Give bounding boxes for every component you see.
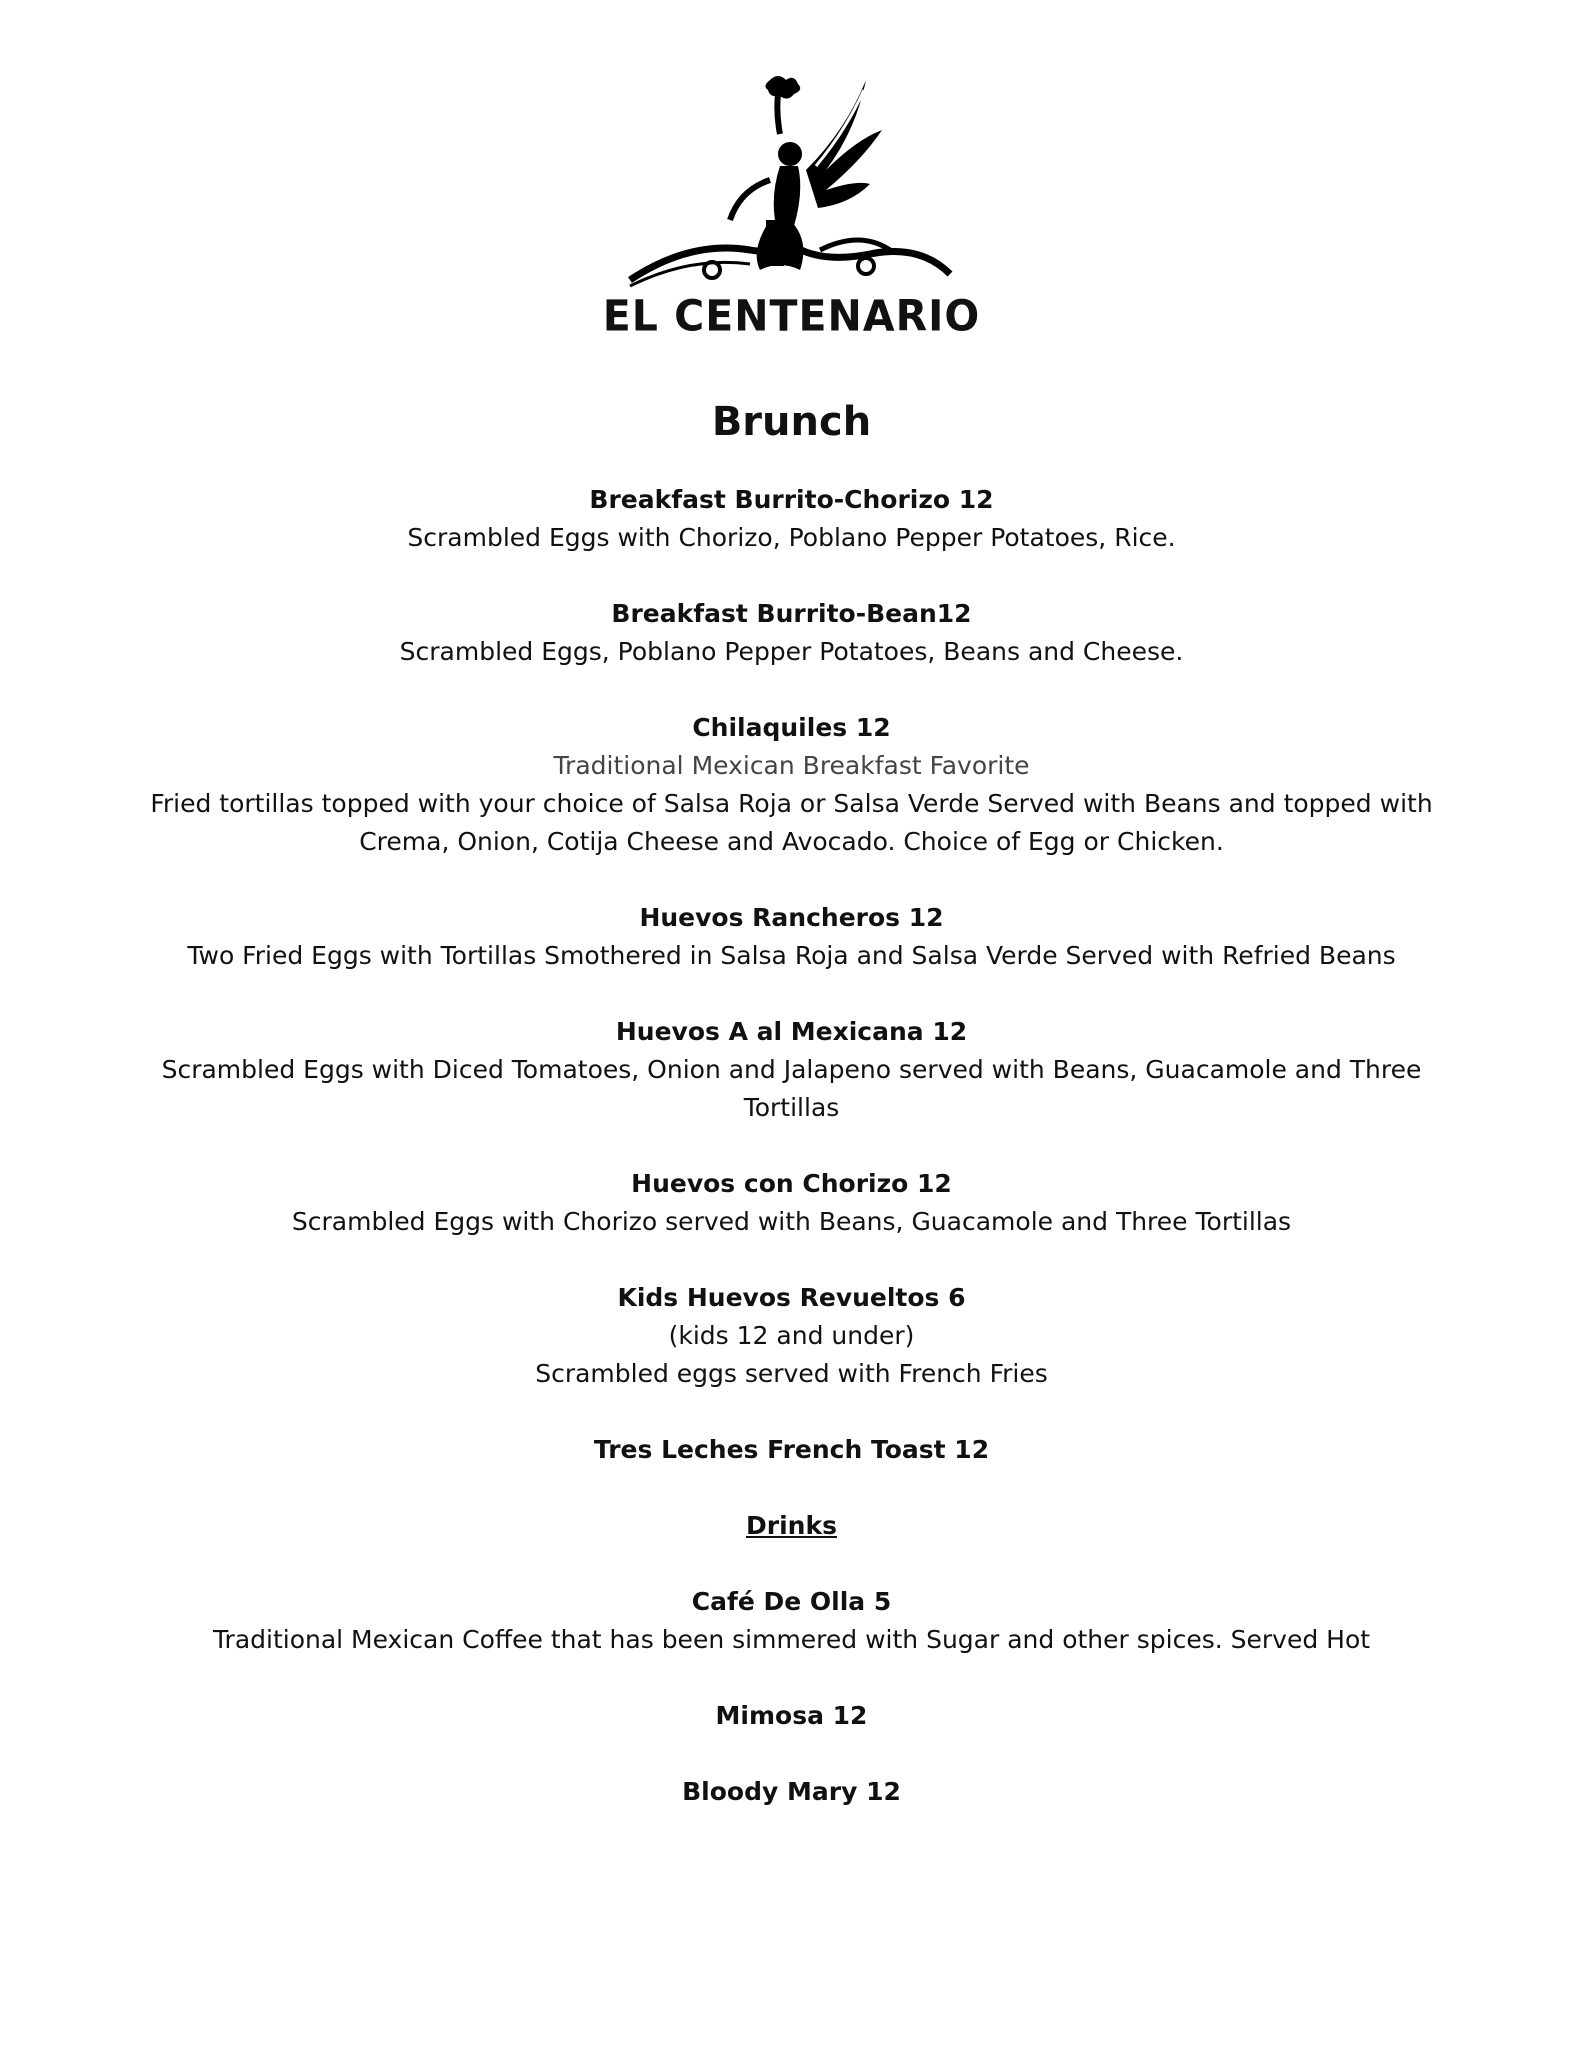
menu-item-name: Bloody Mary 12 (682, 1777, 901, 1806)
dancer-with-ribbons-logo-icon (620, 70, 960, 300)
page-title: Brunch (711, 399, 872, 445)
menu-item-description: (kids 12 and under) (668, 1321, 915, 1350)
menu-item (150, 709, 1433, 861)
menu-item-name: Mimosa 12 (715, 1701, 868, 1730)
menu-item (150, 481, 1433, 557)
menu-item-description: Scrambled eggs served with French Fries (535, 1359, 1048, 1388)
menu-item (150, 1279, 1433, 1393)
drink-items (150, 1583, 1433, 1811)
menu-item-name: Kids Huevos Revueltos 6 (617, 1283, 966, 1312)
menu-item-name: Huevos Rancheros 12 (639, 903, 944, 932)
menu-item-description: Scrambled Eggs with Chorizo, Poblano Pepper Potatoes, Rice. (407, 523, 1176, 552)
menu-item (150, 1697, 1433, 1735)
menu-item-name: Tres Leches French Toast 12 (593, 1435, 990, 1464)
menu-item (150, 1013, 1433, 1127)
menu-item-description: Two Fried Eggs with Tortillas Smothered in Salsa Roja and Salsa Verde Served with Refried Beans (187, 941, 1396, 970)
brand-name: EL CENTENARIO (602, 290, 981, 342)
menu-item-name: Breakfast Burrito-Chorizo 12 (589, 485, 994, 514)
menu-item-subtitle: Traditional Mexican Breakfast Favorite (553, 751, 1030, 780)
menu-item (150, 1165, 1433, 1241)
menu-item (150, 1773, 1433, 1811)
menu-item (150, 899, 1433, 975)
menu-item-name: Breakfast Burrito-Bean12 (611, 599, 972, 628)
menu-item-name: Café De Olla 5 (691, 1587, 892, 1616)
menu-item (150, 1583, 1433, 1659)
menu-item-description: Scrambled Eggs with Diced Tomatoes, Onion and Jalapeno served with Beans, Guacamole and Three Tortillas (161, 1055, 1422, 1122)
menu-item (150, 595, 1433, 671)
menu (150, 395, 1433, 1849)
menu-item-description: Traditional Mexican Coffee that has been simmered with Sugar and other spices. Served Hot (212, 1625, 1371, 1654)
menu-item-description: Scrambled Eggs, Poblano Pepper Potatoes, Beans and Cheese. (399, 637, 1184, 666)
menu-item-description: Fried tortillas topped with your choice of Salsa Roja or Salsa Verde Served with Beans and topped with Crema, Onion, Cotija Cheese and Avocado. Choice of Egg or Chicken. (150, 789, 1433, 856)
menu-item-name: Huevos con Chorizo 12 (631, 1169, 952, 1198)
drinks-heading: Drinks (746, 1511, 837, 1540)
menu-item (150, 1431, 1433, 1469)
menu-item-description: Scrambled Eggs with Chorizo served with Beans, Guacamole and Three Tortillas (291, 1207, 1292, 1236)
menu-item-name: Chilaquiles 12 (692, 713, 891, 742)
brunch-items (150, 481, 1433, 1469)
menu-item-name: Huevos A al Mexicana 12 (615, 1017, 968, 1046)
